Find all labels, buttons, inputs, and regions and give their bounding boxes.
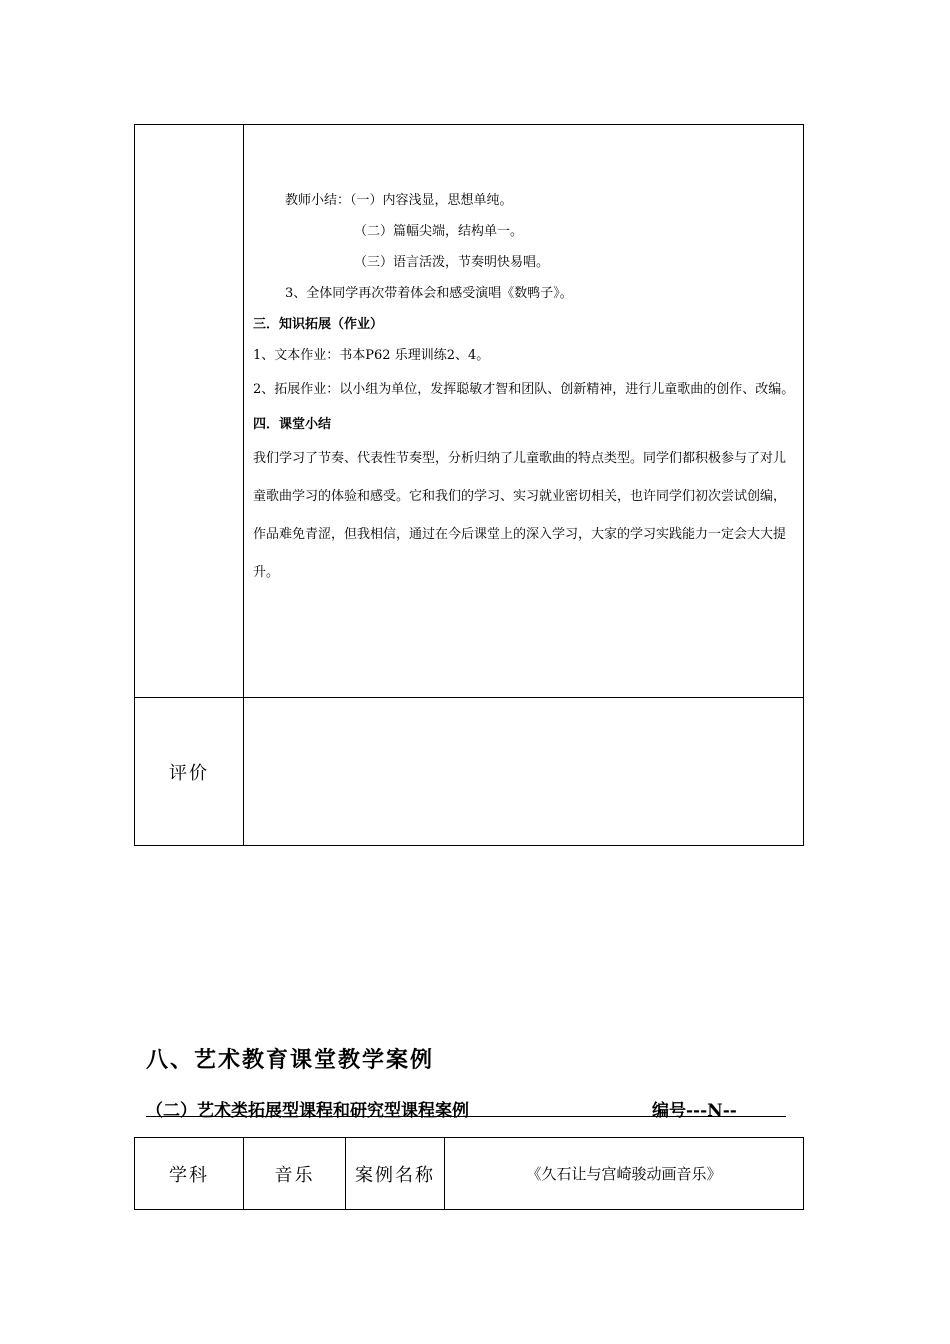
subheading-row: [146, 1096, 786, 1121]
teacher-summary-3: （三）语言活泼，节奏明快易唱。: [354, 255, 550, 270]
step-3: 3、全体同学再次带着体会和感受演唱《数鸭子》。: [285, 286, 573, 301]
evaluation-label: 评价: [169, 763, 209, 784]
teacher-summary-1: 教师小结：（一）内容浅显，思想单纯。: [285, 193, 513, 208]
conclusion-paragraph: 我们学习了节奏、代表性节奏型，分析归纳了儿童歌曲的特点类型。同学们都积极参与了对儿童歌曲学习的体验和感受。它和我们的学习、实习就业密切相关，也许同学们初次尝试创编，作品难免青涩，但我相信，通过在今后课堂上的深入学习，大家的学习实践能力一定会大大提升。: [253, 451, 787, 580]
section-3-title: 三．知识拓展（作业）: [253, 317, 384, 332]
section-heading-sub: （二）艺术类拓展型课程和研究型课程案例: [146, 1101, 469, 1121]
subject-value-cell: 音乐: [244, 1138, 346, 1209]
table-divider-vertical: [243, 125, 244, 845]
section-heading-main: 八、艺术教育课堂教学案例: [146, 1047, 435, 1073]
section-4-title: 四．课堂小结: [253, 417, 332, 432]
homework-1: 1、文本作业：书本P62 乐理训练2、4。: [253, 348, 490, 363]
lesson-content: [253, 185, 798, 592]
homework-2: 2、拓展作业：以小组为单位，发挥聪敏才智和团队、创新精神，进行儿童歌曲的创作、改编。: [253, 382, 795, 397]
teacher-summary-2: （二）篇幅尖端，结构单一。: [354, 224, 524, 239]
case-info-table: [134, 1137, 804, 1210]
subject-label-cell: 学科: [135, 1138, 244, 1209]
case-name-value-cell: 《久石让与宫崎骏动画音乐》: [526, 1165, 722, 1183]
lesson-table: [134, 124, 804, 846]
case-code: 编号---N--: [652, 1101, 737, 1121]
case-name-label-cell: 案例名称: [346, 1138, 445, 1209]
